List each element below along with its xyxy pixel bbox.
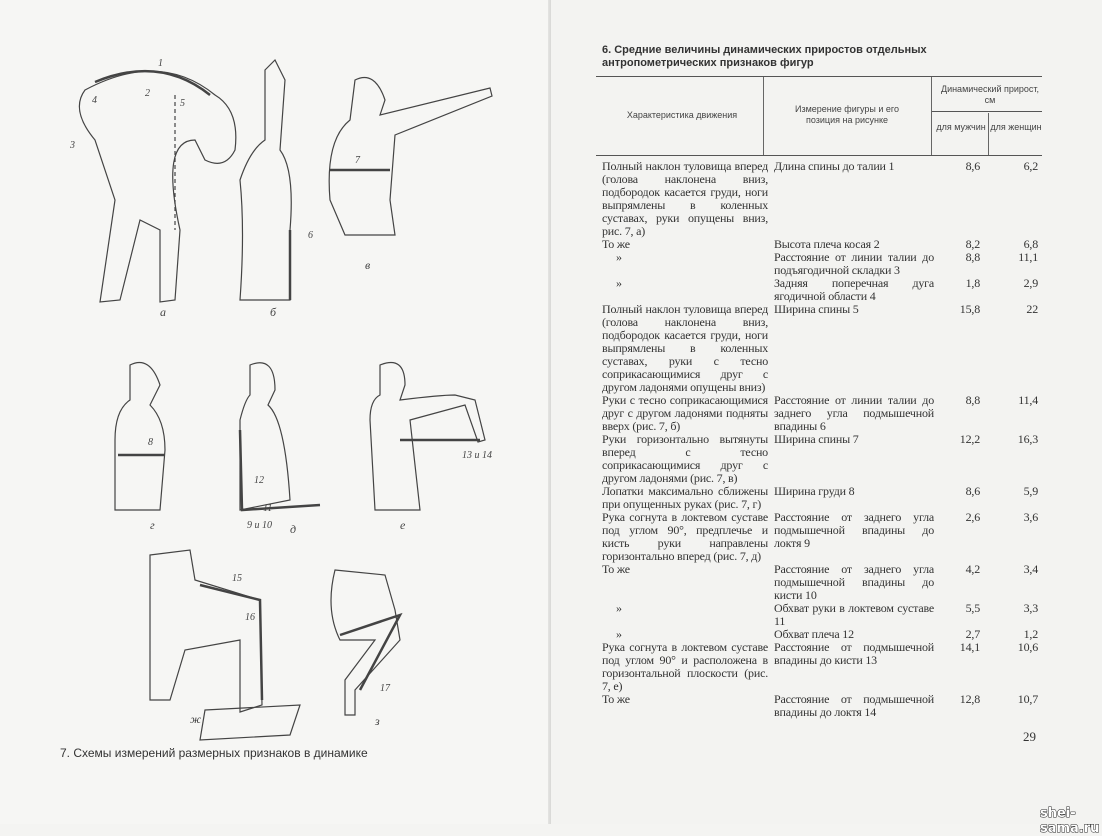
measurement-cell: Расстояние от подмышечной впадины до локтя 14 <box>774 692 934 719</box>
measurement-cell: Расстояние от заднего угла подмышечной впадины до локтя 9 <box>774 510 934 550</box>
figure-label-a: а <box>160 305 166 319</box>
measure-number: 6 <box>308 230 313 241</box>
men-value: 15,8 <box>959 302 980 316</box>
measure-number: 1 <box>158 58 163 69</box>
men-value: 8,8 <box>965 250 980 264</box>
movement-cell: То же <box>602 562 630 576</box>
page-number: 29 <box>1023 729 1036 744</box>
table-row <box>602 511 1042 563</box>
measure-number: 16 <box>245 612 255 623</box>
measurement-cell: Обхват руки в локтевом суставе 11 <box>774 601 934 628</box>
measurement-figures-illustration <box>0 0 551 824</box>
women-value: 11,4 <box>1018 393 1038 407</box>
movement-cell: Руки горизонтально вытянуты вперед с тесно соприкасающимися друг с другом ладонями (рис. 7, в) <box>602 432 768 485</box>
measurement-cell: Расстояние от заднего угла подмышечной впадины до кисти 10 <box>774 562 934 602</box>
women-value: 3,6 <box>1023 510 1038 524</box>
measurement-cell: Расстояние от подмышечной впадины до кисти 13 <box>774 640 934 667</box>
header-women: для женщин <box>990 122 1042 132</box>
movement-cell: Полный наклон туловища вперед (голова наклонена вниз, подбородок касается груди, ноги выпрямлены в коленных суставах, руки с тесно соприкасающимися друг с другом ладонями опущены вниз) <box>602 302 768 394</box>
women-value: 16,3 <box>1017 432 1038 446</box>
movement-cell: » <box>616 250 622 264</box>
movement-cell: » <box>616 627 622 641</box>
movement-cell: То же <box>602 237 630 251</box>
measure-number: 9 и 10 <box>247 520 272 531</box>
women-value: 1,2 <box>1023 627 1038 641</box>
header-increment: Динамический прирост, см <box>940 84 1040 105</box>
measure-number: 2 <box>145 88 150 99</box>
table-title: 6. Средние величины динамических приростов отдельных антропометрических признаков фигур <box>602 44 927 69</box>
figure-label-b: б <box>270 305 277 319</box>
table-body <box>602 160 1042 745</box>
measurement-cell: Обхват плеча 12 <box>774 627 854 641</box>
table-row <box>602 394 1042 433</box>
men-value: 12,2 <box>959 432 980 446</box>
table-rows <box>602 160 1042 719</box>
movement-cell: Лопатки максимально сближены при опущенных руках (рис. 7, г) <box>602 484 768 511</box>
table-row <box>602 602 1042 628</box>
men-value: 5,5 <box>965 601 980 615</box>
measurement-cell: Ширина спины 7 <box>774 432 859 446</box>
figure-label-zh: ж <box>190 712 202 726</box>
table-row <box>602 641 1042 693</box>
men-value: 12,8 <box>959 692 980 706</box>
column-divider <box>931 77 932 155</box>
header-bottom-rule <box>596 155 1042 156</box>
measure-number: 12 <box>254 475 264 486</box>
women-value: 6,2 <box>1023 159 1038 173</box>
women-value: 22 <box>1026 302 1038 316</box>
movement-cell: Руки с тесно соприкасающимися друг с другом ладонями подняты вверх (рис. 7, б) <box>602 393 768 433</box>
women-value: 10,6 <box>1017 640 1038 654</box>
measure-number: 13 и 14 <box>462 450 492 461</box>
figure-label-g: г <box>150 518 155 532</box>
column-divider <box>763 77 764 155</box>
women-value: 5,9 <box>1023 484 1038 498</box>
measure-number: 7 <box>355 155 360 166</box>
measurement-cell: Задняя поперечная дуга ягодичной области 4 <box>774 276 934 303</box>
men-value: 8,6 <box>965 159 980 173</box>
header-men: для мужчин <box>936 122 986 132</box>
movement-cell: То же <box>602 692 630 706</box>
measure-number: 4 <box>92 95 97 106</box>
column-divider <box>988 113 989 155</box>
measure-number: 3 <box>70 140 75 151</box>
table-row <box>602 563 1042 602</box>
left-page <box>0 0 551 824</box>
measurement-cell: Расстояние от линии талии до подъягодичной складки 3 <box>774 250 934 277</box>
watermark: shei-sama.ru <box>1040 806 1100 836</box>
header-movement: Характеристика движения <box>626 110 738 120</box>
measurement-cell: Ширина спины 5 <box>774 302 859 316</box>
figure-caption: 7. Схемы измерений размерных признаков в динамике <box>60 746 368 760</box>
header-measurement: Измерение фигуры и его позиция на рисунке <box>794 104 899 125</box>
measurement-cell: Ширина груди 8 <box>774 484 855 498</box>
table-row <box>602 251 1042 277</box>
subheader-rule <box>932 111 1042 112</box>
figure-label-e: е <box>400 518 406 532</box>
men-value: 1,8 <box>965 276 980 290</box>
women-value: 6,8 <box>1023 237 1038 251</box>
women-value: 3,4 <box>1023 562 1038 576</box>
figure-label-v: в <box>365 258 371 272</box>
measure-number: 11 <box>263 503 273 514</box>
measure-number: 17 <box>380 683 390 694</box>
women-value: 2,9 <box>1023 276 1038 290</box>
measurement-cell: Высота плеча косая 2 <box>774 237 880 251</box>
men-value: 4,2 <box>965 562 980 576</box>
women-value: 11,1 <box>1018 250 1038 264</box>
movement-cell: Рука согнута в локтевом суставе под углом 90°, предплечье и кисть руки направлены горизонтально вперед (рис. 7, д) <box>602 510 768 563</box>
table-row <box>602 485 1042 511</box>
measurement-cell: Длина спины до талии 1 <box>774 159 895 173</box>
table-row <box>602 160 1042 238</box>
measure-number: 15 <box>232 573 242 584</box>
measurement-cell: Расстояние от линии талии до заднего угла подмышечной впадины 6 <box>774 393 934 433</box>
figure-label-d: д <box>290 522 297 536</box>
movement-cell: Рука согнута в локтевом суставе под углом 90° и расположена в горизонтальной плоскости (рис. 7, е) <box>602 640 768 693</box>
table-row <box>602 433 1042 485</box>
movement-cell: » <box>616 601 622 615</box>
table-row <box>602 693 1042 719</box>
figure-label-z: з <box>375 714 380 728</box>
table-row <box>602 303 1042 394</box>
movement-cell: Полный наклон туловища вперед (голова наклонена вниз, подбородок касается груди, ноги выпрямлены в коленных суставах, руки опущены вниз, рис. 7, а) <box>602 159 768 238</box>
men-value: 8,2 <box>965 237 980 251</box>
movement-cell: » <box>616 276 622 290</box>
table-row <box>602 277 1042 303</box>
men-value: 8,8 <box>965 393 980 407</box>
men-value: 14,1 <box>959 640 980 654</box>
men-value: 2,6 <box>965 510 980 524</box>
table-top-rule <box>596 76 1042 77</box>
measure-number: 8 <box>148 437 153 448</box>
measure-number: 5 <box>180 98 185 109</box>
men-value: 2,7 <box>965 627 980 641</box>
women-value: 3,3 <box>1023 601 1038 615</box>
men-value: 8,6 <box>965 484 980 498</box>
women-value: 10,7 <box>1017 692 1038 706</box>
